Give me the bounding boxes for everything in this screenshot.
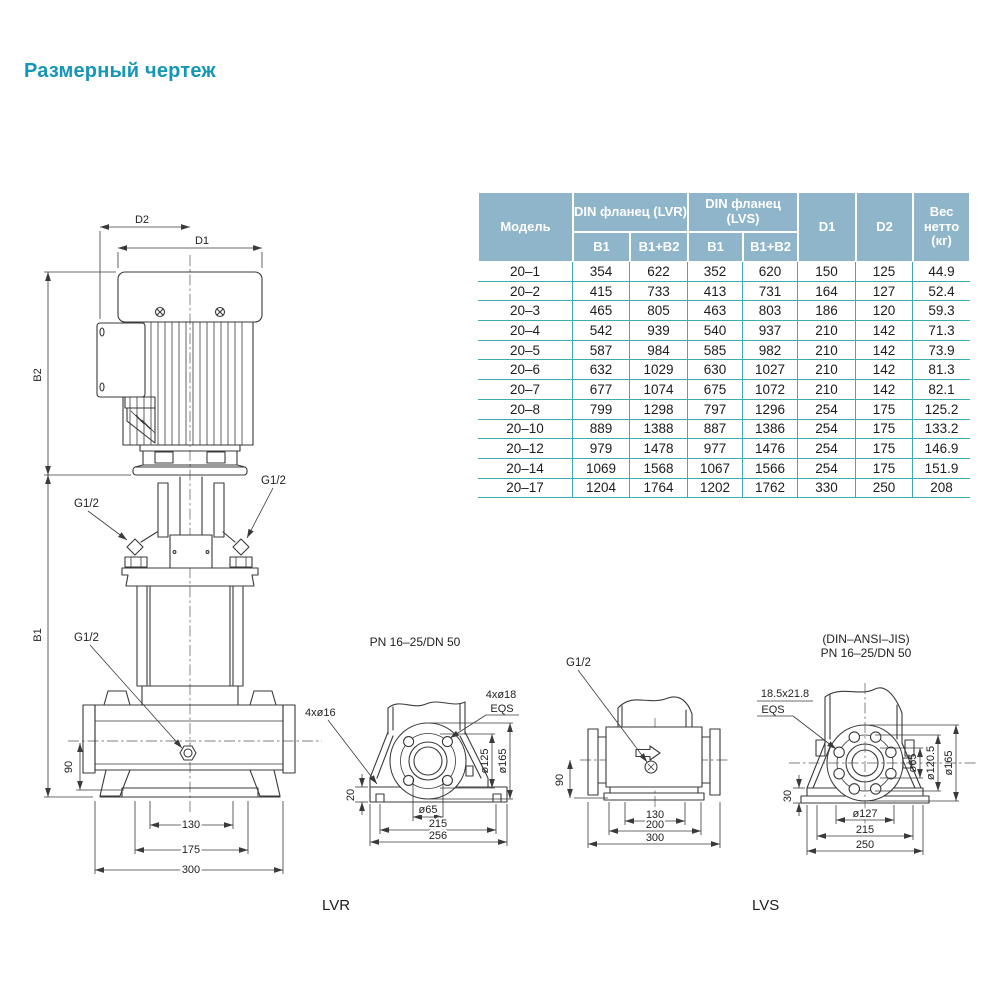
lvs-dim-215-label: 215 xyxy=(855,824,875,836)
cell-lvs_b1b2: 1027 xyxy=(743,360,798,380)
cell-model: 20–12 xyxy=(478,439,573,459)
cell-lvs_b1: 887 xyxy=(688,420,743,440)
cell-weight: 81.3 xyxy=(913,360,970,380)
port-right-label: G1/2 xyxy=(261,475,286,487)
table-row xyxy=(478,262,970,282)
lvr-dim-o125-label: ø125 xyxy=(479,748,491,774)
cell-lvs_b1: 540 xyxy=(688,321,743,341)
cell-model: 20–1 xyxy=(478,262,573,282)
dim-b2-label: B2 xyxy=(32,368,44,382)
main-pump-drawing xyxy=(30,215,330,875)
table-row xyxy=(478,439,970,459)
cell-d1: 330 xyxy=(798,479,856,499)
cell-lvr_b1: 587 xyxy=(573,341,630,361)
table-row xyxy=(478,400,970,420)
cell-d1: 254 xyxy=(798,400,856,420)
cell-d2: 175 xyxy=(856,400,913,420)
dim-130-label: 130 xyxy=(181,819,201,831)
table-row xyxy=(478,479,970,499)
table-row xyxy=(478,321,970,341)
dim-d2-label: D2 xyxy=(134,214,150,226)
lvr-dim-215-label: 215 xyxy=(428,818,448,830)
drain-label: G1/2 xyxy=(74,632,99,644)
table-row xyxy=(478,341,970,361)
cell-lvr_b1: 799 xyxy=(573,400,630,420)
cell-d2: 127 xyxy=(856,282,913,302)
header-model: Модель xyxy=(478,192,573,262)
cell-weight: 125.2 xyxy=(913,400,970,420)
cell-lvr_b1: 465 xyxy=(573,301,630,321)
cell-lvr_b1b2: 805 xyxy=(630,301,688,321)
cell-lvs_b1b2: 937 xyxy=(743,321,798,341)
cell-d1: 254 xyxy=(798,420,856,440)
lvr-dim-20-label: 20 xyxy=(345,788,357,802)
cell-lvr_b1: 889 xyxy=(573,420,630,440)
cell-weight: 71.3 xyxy=(913,321,970,341)
cell-weight: 59.3 xyxy=(913,301,970,321)
cell-lvs_b1: 977 xyxy=(688,439,743,459)
cell-lvs_b1b2: 620 xyxy=(743,262,798,282)
lvr-eqs-label: EQS xyxy=(490,703,514,715)
cell-model: 20–8 xyxy=(478,400,573,420)
lvs-front-dim-90-label: 90 xyxy=(554,773,566,787)
cell-d2: 175 xyxy=(856,439,913,459)
cell-model: 20–17 xyxy=(478,479,573,499)
table-row xyxy=(478,420,970,440)
lvs-dim-o165-label: ø165 xyxy=(943,750,955,776)
lvs-dim-o65-label: ø65 xyxy=(907,753,919,773)
header-d2: D2 xyxy=(856,192,913,262)
table-row xyxy=(478,360,970,380)
cell-lvr_b1: 979 xyxy=(573,439,630,459)
cell-d1: 186 xyxy=(798,301,856,321)
cell-lvs_b1: 1067 xyxy=(688,459,743,479)
lvs-dim-30-label: 30 xyxy=(782,789,794,803)
header-weight: Вес нетто (кг) xyxy=(913,192,970,262)
cell-lvs_b1b2: 1072 xyxy=(743,380,798,400)
dim-300-label: 300 xyxy=(181,864,201,876)
lvs-caption: LVS xyxy=(752,897,780,914)
dimensions-table xyxy=(478,192,970,498)
cell-lvr_b1b2: 1764 xyxy=(630,479,688,499)
cell-d2: 142 xyxy=(856,341,913,361)
cell-model: 20–5 xyxy=(478,341,573,361)
dim-d1-label: D1 xyxy=(194,235,210,247)
cell-lvs_b1b2: 1296 xyxy=(743,400,798,420)
cell-model: 20–3 xyxy=(478,301,573,321)
cell-lvr_b1: 1069 xyxy=(573,459,630,479)
table-body xyxy=(478,262,970,498)
cell-lvs_b1: 1202 xyxy=(688,479,743,499)
cell-lvs_b1b2: 1566 xyxy=(743,459,798,479)
cell-d2: 142 xyxy=(856,360,913,380)
cell-weight: 73.9 xyxy=(913,341,970,361)
lvr-caption: LVR xyxy=(322,897,351,914)
cell-weight: 133.2 xyxy=(913,420,970,440)
cell-lvs_b1: 352 xyxy=(688,262,743,282)
table-header-row-1 xyxy=(478,192,970,232)
lvs-front-outline xyxy=(588,697,720,800)
table-row xyxy=(478,380,970,400)
cell-lvr_b1b2: 1074 xyxy=(630,380,688,400)
lvr-bolt-holes-label: 4xø18 xyxy=(485,689,517,701)
cell-d2: 120 xyxy=(856,301,913,321)
lvr-flange-view xyxy=(300,628,550,878)
cell-weight: 146.9 xyxy=(913,439,970,459)
lvr-view-title: PN 16–25/DN 50 xyxy=(369,635,461,649)
cell-d1: 254 xyxy=(798,439,856,459)
cell-d1: 210 xyxy=(798,380,856,400)
cell-d2: 175 xyxy=(856,459,913,479)
page-title: Размерный чертеж xyxy=(24,60,216,82)
cell-weight: 82.1 xyxy=(913,380,970,400)
cell-lvs_b1: 413 xyxy=(688,282,743,302)
cell-d2: 142 xyxy=(856,321,913,341)
cell-d2: 250 xyxy=(856,479,913,499)
cell-lvr_b1b2: 984 xyxy=(630,341,688,361)
cell-lvr_b1b2: 1298 xyxy=(630,400,688,420)
header-group-lvs: DIN фланец (LVS) xyxy=(688,192,798,232)
cell-lvr_b1: 542 xyxy=(573,321,630,341)
lvs-front-dim-300-label: 300 xyxy=(645,832,665,844)
header-lvs-b1: B1 xyxy=(688,232,743,262)
cell-lvr_b1b2: 733 xyxy=(630,282,688,302)
lvs-flange-view xyxy=(745,625,990,890)
lvs-eqs-label: EQS xyxy=(761,704,785,716)
cell-model: 20–10 xyxy=(478,420,573,440)
lvr-base-holes-label: 4xø16 xyxy=(305,707,336,719)
cell-lvr_b1: 415 xyxy=(573,282,630,302)
cell-model: 20–14 xyxy=(478,459,573,479)
lvs-slot-size-label: 18.5x21.8 xyxy=(760,688,810,700)
cell-lvr_b1b2: 1568 xyxy=(630,459,688,479)
dim-175-label: 175 xyxy=(181,844,201,856)
cell-lvs_b1b2: 1476 xyxy=(743,439,798,459)
header-lvr-b1b2: B1+B2 xyxy=(630,232,688,262)
lvs-dim-250-label: 250 xyxy=(855,839,875,851)
lvs-view-title-1: (DIN–ANSI–JIS) xyxy=(822,632,910,646)
cell-d1: 210 xyxy=(798,341,856,361)
cell-model: 20–4 xyxy=(478,321,573,341)
cell-lvs_b1b2: 803 xyxy=(743,301,798,321)
cell-lvs_b1: 630 xyxy=(688,360,743,380)
lvs-dim-o120-label: ø120.5 xyxy=(925,745,937,781)
cell-lvs_b1b2: 1762 xyxy=(743,479,798,499)
table-row xyxy=(478,301,970,321)
lvr-dim-o65-label: ø65 xyxy=(418,804,438,816)
header-group-lvr: DIN фланец (LVR) xyxy=(573,192,688,232)
cell-lvs_b1: 585 xyxy=(688,341,743,361)
cell-weight: 151.9 xyxy=(913,459,970,479)
cell-lvs_b1b2: 731 xyxy=(743,282,798,302)
cell-lvs_b1: 675 xyxy=(688,380,743,400)
cell-d1: 210 xyxy=(798,321,856,341)
cell-d2: 175 xyxy=(856,420,913,440)
cell-lvr_b1: 632 xyxy=(573,360,630,380)
dim-b1-label: B1 xyxy=(32,628,44,642)
lvs-dim-o127-label: ø127 xyxy=(852,808,878,820)
cell-d1: 164 xyxy=(798,282,856,302)
cell-lvr_b1: 1204 xyxy=(573,479,630,499)
cell-lvr_b1: 354 xyxy=(573,262,630,282)
cell-lvs_b1: 797 xyxy=(688,400,743,420)
cell-lvs_b1b2: 1386 xyxy=(743,420,798,440)
lvs-view-title-2: PN 16–25/DN 50 xyxy=(820,646,912,660)
cell-d2: 125 xyxy=(856,262,913,282)
lvs-front-drain-label: G1/2 xyxy=(566,657,591,669)
lvr-dim-256-label: 256 xyxy=(428,830,448,842)
lvs-front-dim-200-label: 200 xyxy=(645,819,665,831)
cell-lvr_b1: 677 xyxy=(573,380,630,400)
cell-d1: 254 xyxy=(798,459,856,479)
table-row xyxy=(478,459,970,479)
lvs-front-view xyxy=(548,630,738,865)
table-row xyxy=(478,282,970,302)
cell-weight: 44.9 xyxy=(913,262,970,282)
cell-lvr_b1b2: 622 xyxy=(630,262,688,282)
header-lvs-b1b2: B1+B2 xyxy=(743,232,798,262)
port-left-label: G1/2 xyxy=(74,498,99,510)
header-lvr-b1: B1 xyxy=(573,232,630,262)
dim-90-label: 90 xyxy=(63,760,75,774)
header-d1: D1 xyxy=(798,192,856,262)
lvr-dim-o165-label: ø165 xyxy=(497,748,509,774)
cell-model: 20–7 xyxy=(478,380,573,400)
cell-lvs_b1: 463 xyxy=(688,301,743,321)
motor xyxy=(97,272,262,445)
cell-weight: 208 xyxy=(913,479,970,499)
cell-model: 20–2 xyxy=(478,282,573,302)
cell-d1: 150 xyxy=(798,262,856,282)
pump-column-base xyxy=(83,586,295,797)
cell-lvr_b1b2: 1388 xyxy=(630,420,688,440)
cell-weight: 52.4 xyxy=(913,282,970,302)
cell-d2: 142 xyxy=(856,380,913,400)
cell-model: 20–6 xyxy=(478,360,573,380)
main-dimensions xyxy=(44,227,283,874)
cell-d1: 210 xyxy=(798,360,856,380)
cell-lvr_b1b2: 1029 xyxy=(630,360,688,380)
cell-lvr_b1b2: 939 xyxy=(630,321,688,341)
cell-lvs_b1b2: 982 xyxy=(743,341,798,361)
cell-lvr_b1b2: 1478 xyxy=(630,439,688,459)
lvs-front-dim-130-label: 130 xyxy=(645,809,665,821)
